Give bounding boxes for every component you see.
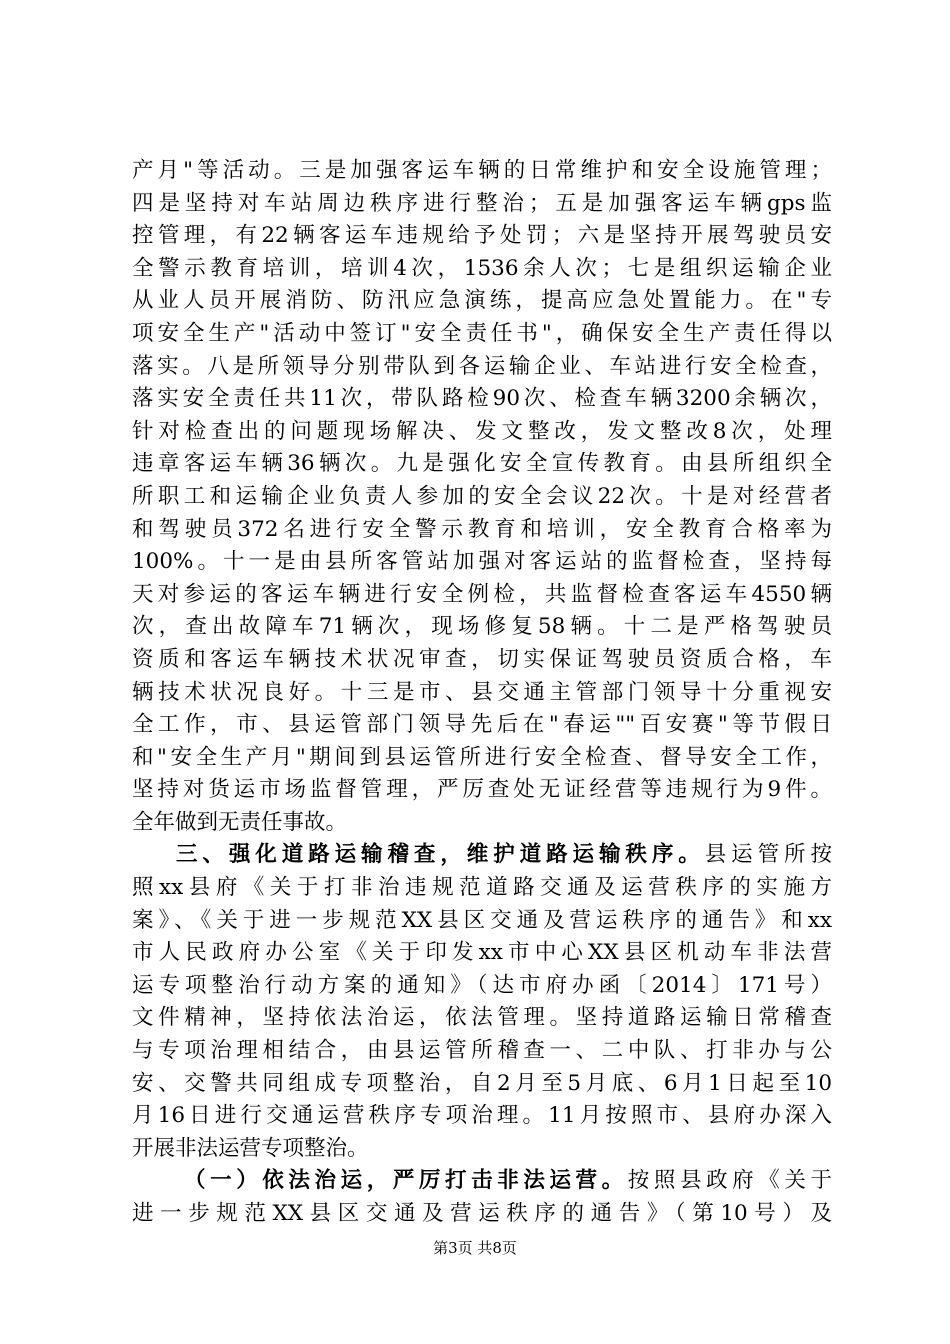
text-line: 项安全生产"活动中签订"安全责任书"，确保安全生产责任得以 — [132, 320, 832, 346]
text-line: 全工作，市、县运管部门领导先后在"春运""百安赛"等节假日 — [132, 712, 832, 738]
text-line: 案》、《关于进一步规范XX县区交通及营运秩序的通告》和xx — [132, 907, 832, 933]
text-line: 违章客运车辆36辆次。九是强化安全宣传教育。由县所组织全 — [132, 451, 832, 477]
text-line: 安、交警共同组成专项整治，自2月至5月底、6月1日起至10 — [132, 1070, 832, 1096]
text-line: 市人民政府办公室《关于印发xx市中心XX县区机动车非法营 — [132, 940, 832, 966]
text-line: 控管理，有22辆客运车违规给予处罚；六是坚持开展驾驶员安 — [132, 223, 832, 249]
page-footer — [0, 1238, 950, 1258]
text-line: 针对检查出的问题现场解决、发文整改，发文整改8次，处理 — [132, 418, 832, 444]
section-3-heading: 三、强化道路运输稽查，维护道路运输秩序。 — [176, 842, 705, 868]
text-line: 四是坚持对车站周边秩序进行整治；五是加强客运车辆gps监 — [132, 190, 832, 216]
text-line: 辆技术状况良好。十三是市、县交通主管部门领导十分重视安 — [132, 679, 832, 705]
section-3-first-line — [132, 839, 832, 872]
text-line: 和"安全生产月"期间到县运管所进行安全检查、督导安全工作， — [132, 744, 832, 770]
text-line: 坚持对货运市场监督管理，严厉查处无证经营等违规行为9件。 — [132, 777, 832, 803]
text-line: 月16日进行交通运营秩序专项治理。11月按照市、县府办深入 — [132, 1103, 832, 1129]
text-line: 天对参运的客运车辆进行安全例检，共监督检查客运车4550辆 — [132, 581, 832, 607]
text-line: 落实安全责任共11次，带队路检90次、检查车辆3200余辆次， — [132, 386, 832, 412]
text-line: 产月"等活动。三是加强客运车辆的日常维护和安全设施管理； — [132, 158, 832, 183]
subsection-1-lead-text: 按照县政府《关于 — [627, 1168, 832, 1194]
text-line: 从业人员开展消防、防汛应急演练，提高应急处置能力。在"专 — [132, 288, 832, 314]
document-body — [132, 155, 832, 1231]
text-line: 次，查出故障车71辆次，现场修复58辆。十二是严格驾驶员 — [132, 614, 832, 640]
subsection-1-first-line — [132, 1165, 832, 1198]
text-line: 开展非法运营专项整治。 — [132, 1135, 369, 1161]
text-line: 资质和客运车辆技术状况审查，切实保证驾驶员资质合格，车 — [132, 646, 832, 672]
page-number: 第3页 共8页 — [433, 1239, 517, 1257]
subsection-1-heading: （一）依法治运，严厉打击非法运营。 — [184, 1168, 628, 1194]
text-line: 照xx县府《关于打非治违规范道路交通及运营秩序的实施方 — [132, 875, 832, 901]
text-line: 运专项整治行动方案的通知》（达市府办函〔2014〕171号） — [132, 972, 832, 998]
text-line: 全年做到无责任事故。 — [132, 809, 348, 835]
text-line: 100%。十一是由县所客管站加强对客运站的监督检查，坚持每 — [132, 549, 832, 575]
text-line: 全警示教育培训，培训4次，1536余人次；七是组织运输企业 — [132, 255, 832, 281]
section-3-lead-text: 县运管所按 — [704, 842, 832, 868]
text-line: 和驾驶员372名进行安全警示教育和培训，安全教育合格率为 — [132, 516, 832, 542]
text-line: 进一步规范XX县区交通及营运秩序的通告》（第10号）及 — [132, 1201, 832, 1226]
text-line: 与专项治理相结合，由县运管所稽查一、二中队、打非办与公 — [132, 1038, 832, 1064]
text-line: 所职工和运输企业负责人参加的安全会议22次。十是对经营者 — [132, 483, 832, 509]
text-line: 落实。八是所领导分别带队到各运输企业、车站进行安全检查， — [132, 353, 832, 379]
text-line: 文件精神，坚持依法治运，依法管理。坚持道路运输日常稽查 — [132, 1005, 832, 1031]
